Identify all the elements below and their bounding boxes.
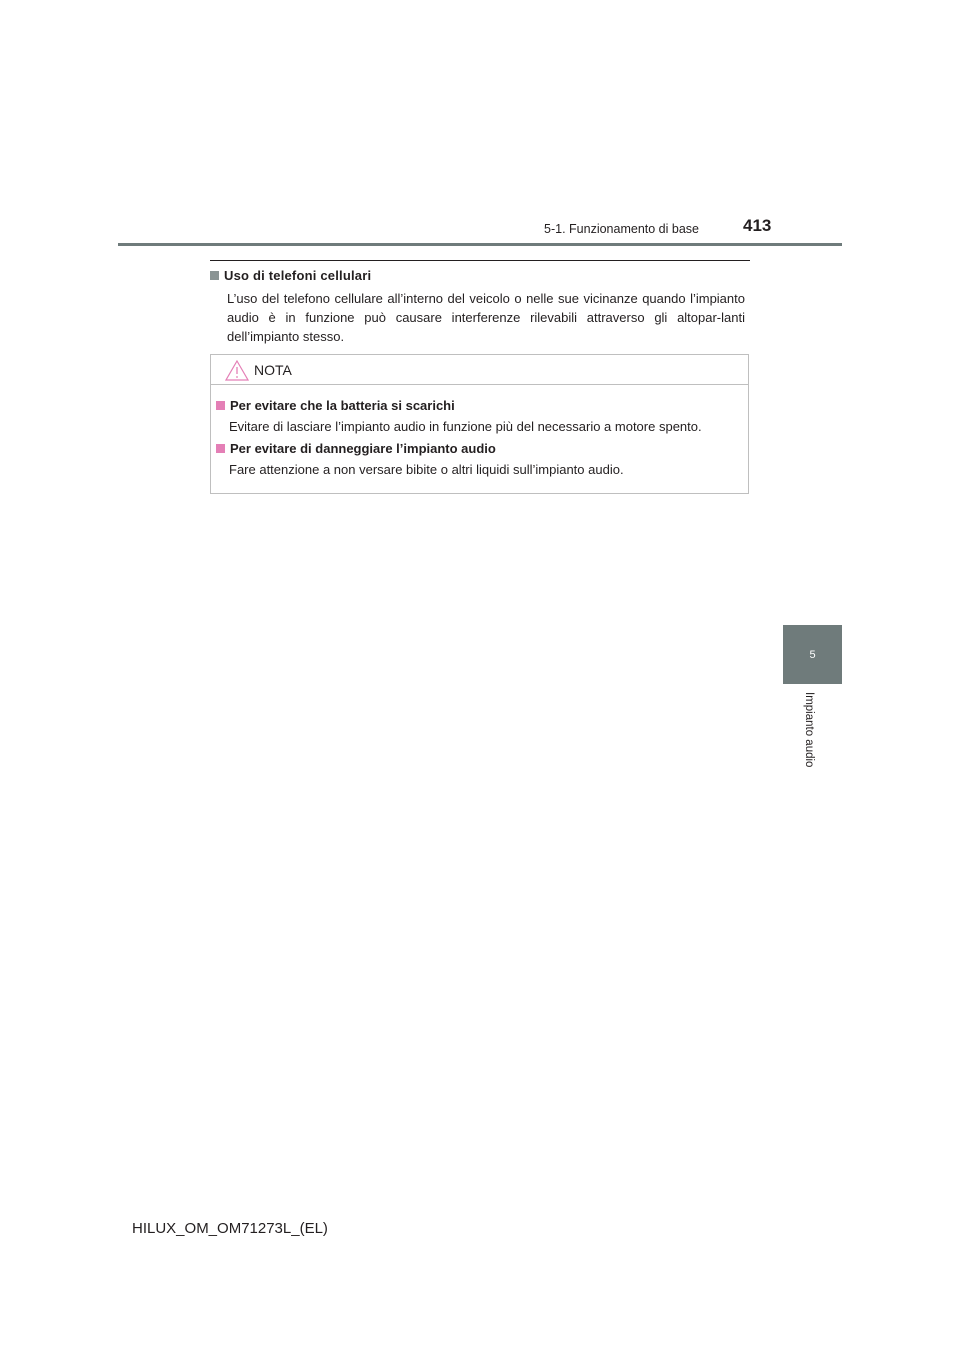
chapter-tab — [783, 625, 842, 684]
chapter-label: Impianto audio — [803, 692, 815, 768]
nota-header — [211, 355, 748, 385]
section-rule — [210, 260, 750, 261]
section-body: L’uso del telefono cellulare all’interno del veicolo o nelle sue vicinanze quando l’impianto audio è in funzione può causare interferenze rilevabili attraverso gli altopar-lanti dell’impianto stesso. — [227, 291, 745, 344]
nota-item-heading — [216, 398, 455, 413]
section-heading — [210, 268, 371, 283]
header-rule — [118, 243, 842, 246]
chapter-number: 5 — [809, 648, 816, 661]
page-number: 413 — [743, 216, 772, 235]
square-bullet-icon — [210, 271, 219, 280]
nota-item-body: Evitare di lasciare l’impianto audio in funzione più del necessario a motore spento. — [229, 419, 702, 434]
nota-item-body: Fare attenzione a non versare bibite o altri liquidi sull’impianto audio. — [229, 462, 624, 477]
section-heading-text: Uso di telefoni cellulari — [224, 268, 372, 283]
square-bullet-icon — [216, 401, 225, 410]
header-section-title: 5-1. Funzionamento di base — [544, 222, 699, 236]
square-bullet-icon — [216, 444, 225, 453]
nota-item-heading-text: Per evitare che la batteria si scarichi — [230, 398, 455, 413]
warning-triangle-icon — [225, 360, 249, 381]
nota-title: NOTA — [254, 362, 292, 378]
footer-code: HILUX_OM_OM71273L_(EL) — [132, 1220, 328, 1237]
nota-item-heading-text: Per evitare di danneggiare l’impianto audio — [230, 441, 496, 456]
nota-box — [210, 354, 749, 494]
nota-item-heading — [216, 441, 496, 456]
